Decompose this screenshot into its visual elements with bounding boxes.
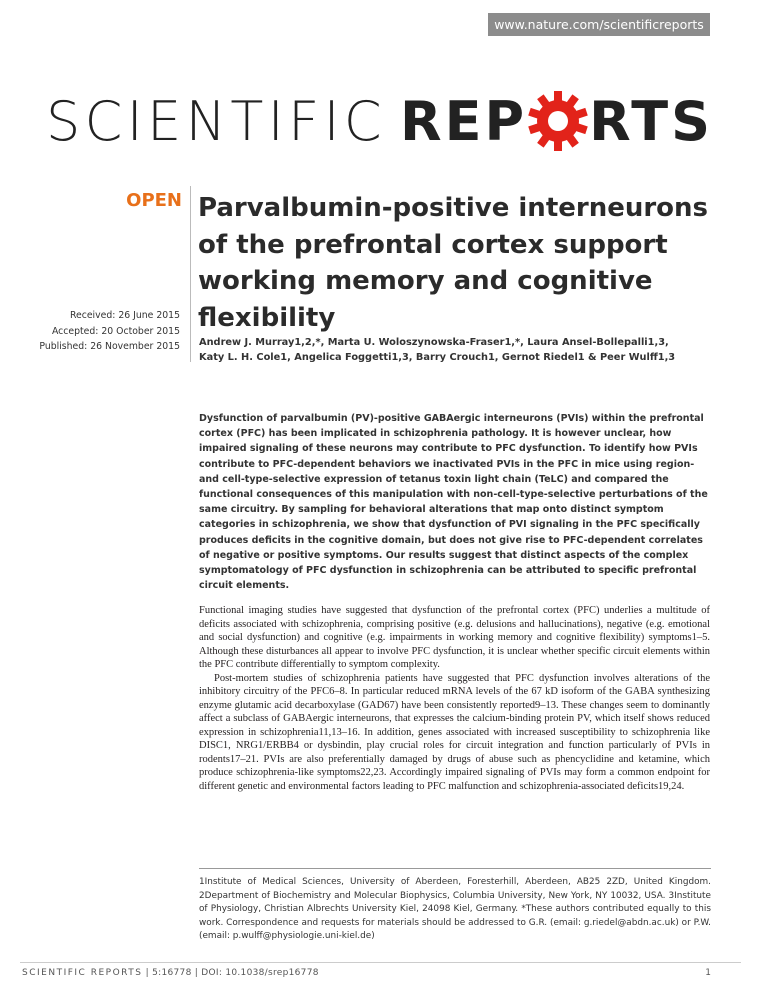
- authors-line: Andrew J. Murray1,2,*, Marta U. Woloszynowska-Fraser1,*, Laura Ansel-Bollepalli1,3,: [199, 337, 669, 348]
- footer-divider: [20, 962, 741, 963]
- journal-url[interactable]: www.nature.com/scientificreports: [488, 13, 710, 36]
- body-paragraph: Functional imaging studies have suggested that dysfunction of the prefrontal cortex (PFC) underlies a multitude of deficits associated with schizophrenia, comprising positive (e.g. delusions and hallucinations), negative (e.g. emotional and social dysfunction) and cognitive (e.g. impairments in working memory and cognitive flexibility) symptoms1–5. Although these disturbances all appear to involve PFC dysfunction, it is unclear whether specific circuit elements within the PFC contribute differentially to symptom complexity.: [199, 605, 710, 670]
- abstract: Dysfunction of parvalbumin (PV)-positive GABAergic interneurons (PVIs) within the prefrontal cortex (PFC) has been implicated in schizophrenia pathology. It is however unclear, how impaired signaling of these neurons may contribute to PFC dysfunction. To identify how PVIs contribute to PFC-dependent behaviors we inactivated PVIs in the PFC in mice using region- and cell-type-selective expression of tetanus toxin light chain (TeLC) and compared the functional consequences of this manipulation with non-cell-type-selective perturbations of the same circuitry. By sampling for behavioral alterations that map onto distinct symptom categories in schizophrenia, we show that dysfunction of PVI signaling in the PFC specifically produces deficits in the cognitive domain, but does not give rise to PFC-dependent correlates of negative or positive symptoms. Our results suggest that distinct aspects of the complex symptomatology of PFC dysfunction in schizophrenia can be attributed to specific prefrontal circuit elements.: [199, 413, 708, 592]
- journal-masthead: [46, 86, 713, 156]
- title-divider: [190, 186, 191, 362]
- masthead-bold-part-b: RTS: [589, 89, 713, 153]
- published-date: Published: 26 November 2015: [39, 341, 180, 352]
- gear-logo-icon: [525, 88, 591, 154]
- page-number: 1: [705, 968, 711, 978]
- footer-citation: | 5:16778 | DOI: 10.1038/srep16778: [142, 968, 319, 978]
- author-list: [199, 335, 729, 365]
- authors-line: Katy L. H. Cole1, Angelica Foggetti1,3, Barry Crouch1, Gernot Riedel1 & Peer Wulff1,3: [199, 352, 676, 363]
- footnote-divider: [199, 868, 711, 869]
- footer-journal-name: SCIENTIFIC REPORTS: [22, 968, 143, 978]
- open-access-label: OPEN: [126, 190, 182, 211]
- masthead-bold-word: [400, 88, 713, 154]
- article-dates: [20, 308, 180, 355]
- page-footer: [22, 968, 319, 978]
- affiliations-footnote: 1Institute of Medical Sciences, University of Aberdeen, Foresterhill, Aberdeen, AB25 2ZD, United Kingdom. 2Department of Biochemistry and Molecular Biophysics, Columbia University, New York, NY 10032, USA. 3Institute of Physiology, Christian Albrechts University Kiel, 24098 Kiel, Germany. *These authors contributed equally to this work. Correspondence and requests for materials should be addressed to G.R. (email: g.riedel@abdn.ac.uk) or P.W. (email: p.wulff@physiologie.uni-kiel.de): [199, 877, 711, 942]
- body-paragraph: Post-mortem studies of schizophrenia patients have suggested that PFC dysfunction involves alterations of the inhibitory circuitry of the PFC6–8. In particular reduced mRNA levels of the 67 kD isoform of the GABA synthesizing enzyme glutamic acid decarboxylase (GAD67) have been consistently reported9–13. These changes seem to dominantly affect a subclass of GABAergic interneurons, that expresses the calcium-binding protein PV, which itself shows reduced expression in schizophrenia11,13–16. In addition, genes associated with increased susceptibility to schizophrenia like DISC1, NRG1/ERBB4 or dysbindin, play crucial roles for circuit integration and function particularly of PVIs in rodents17–21. PVIs are also preferentially damaged by drugs of abuse such as phencyclidine and ketamine, which produce schizophrenia-like symptoms22,23. Accordingly impaired signaling of PVIs may form a common endpoint for different genetic and environmental factors leading to PFC malfunction and schizophrenia-associated deficits19,24.: [199, 672, 710, 792]
- body-text: [199, 604, 710, 793]
- received-date: Received: 26 June 2015: [69, 310, 180, 321]
- article-title: Parvalbumin-positive interneurons of the prefrontal cortex support working memory and cognitive flexibility: [198, 193, 709, 333]
- accepted-date: Accepted: 20 October 2015: [51, 325, 180, 337]
- masthead-light-word: SCIENTIFIC: [46, 89, 387, 153]
- masthead-bold-part-a: REP: [400, 89, 528, 153]
